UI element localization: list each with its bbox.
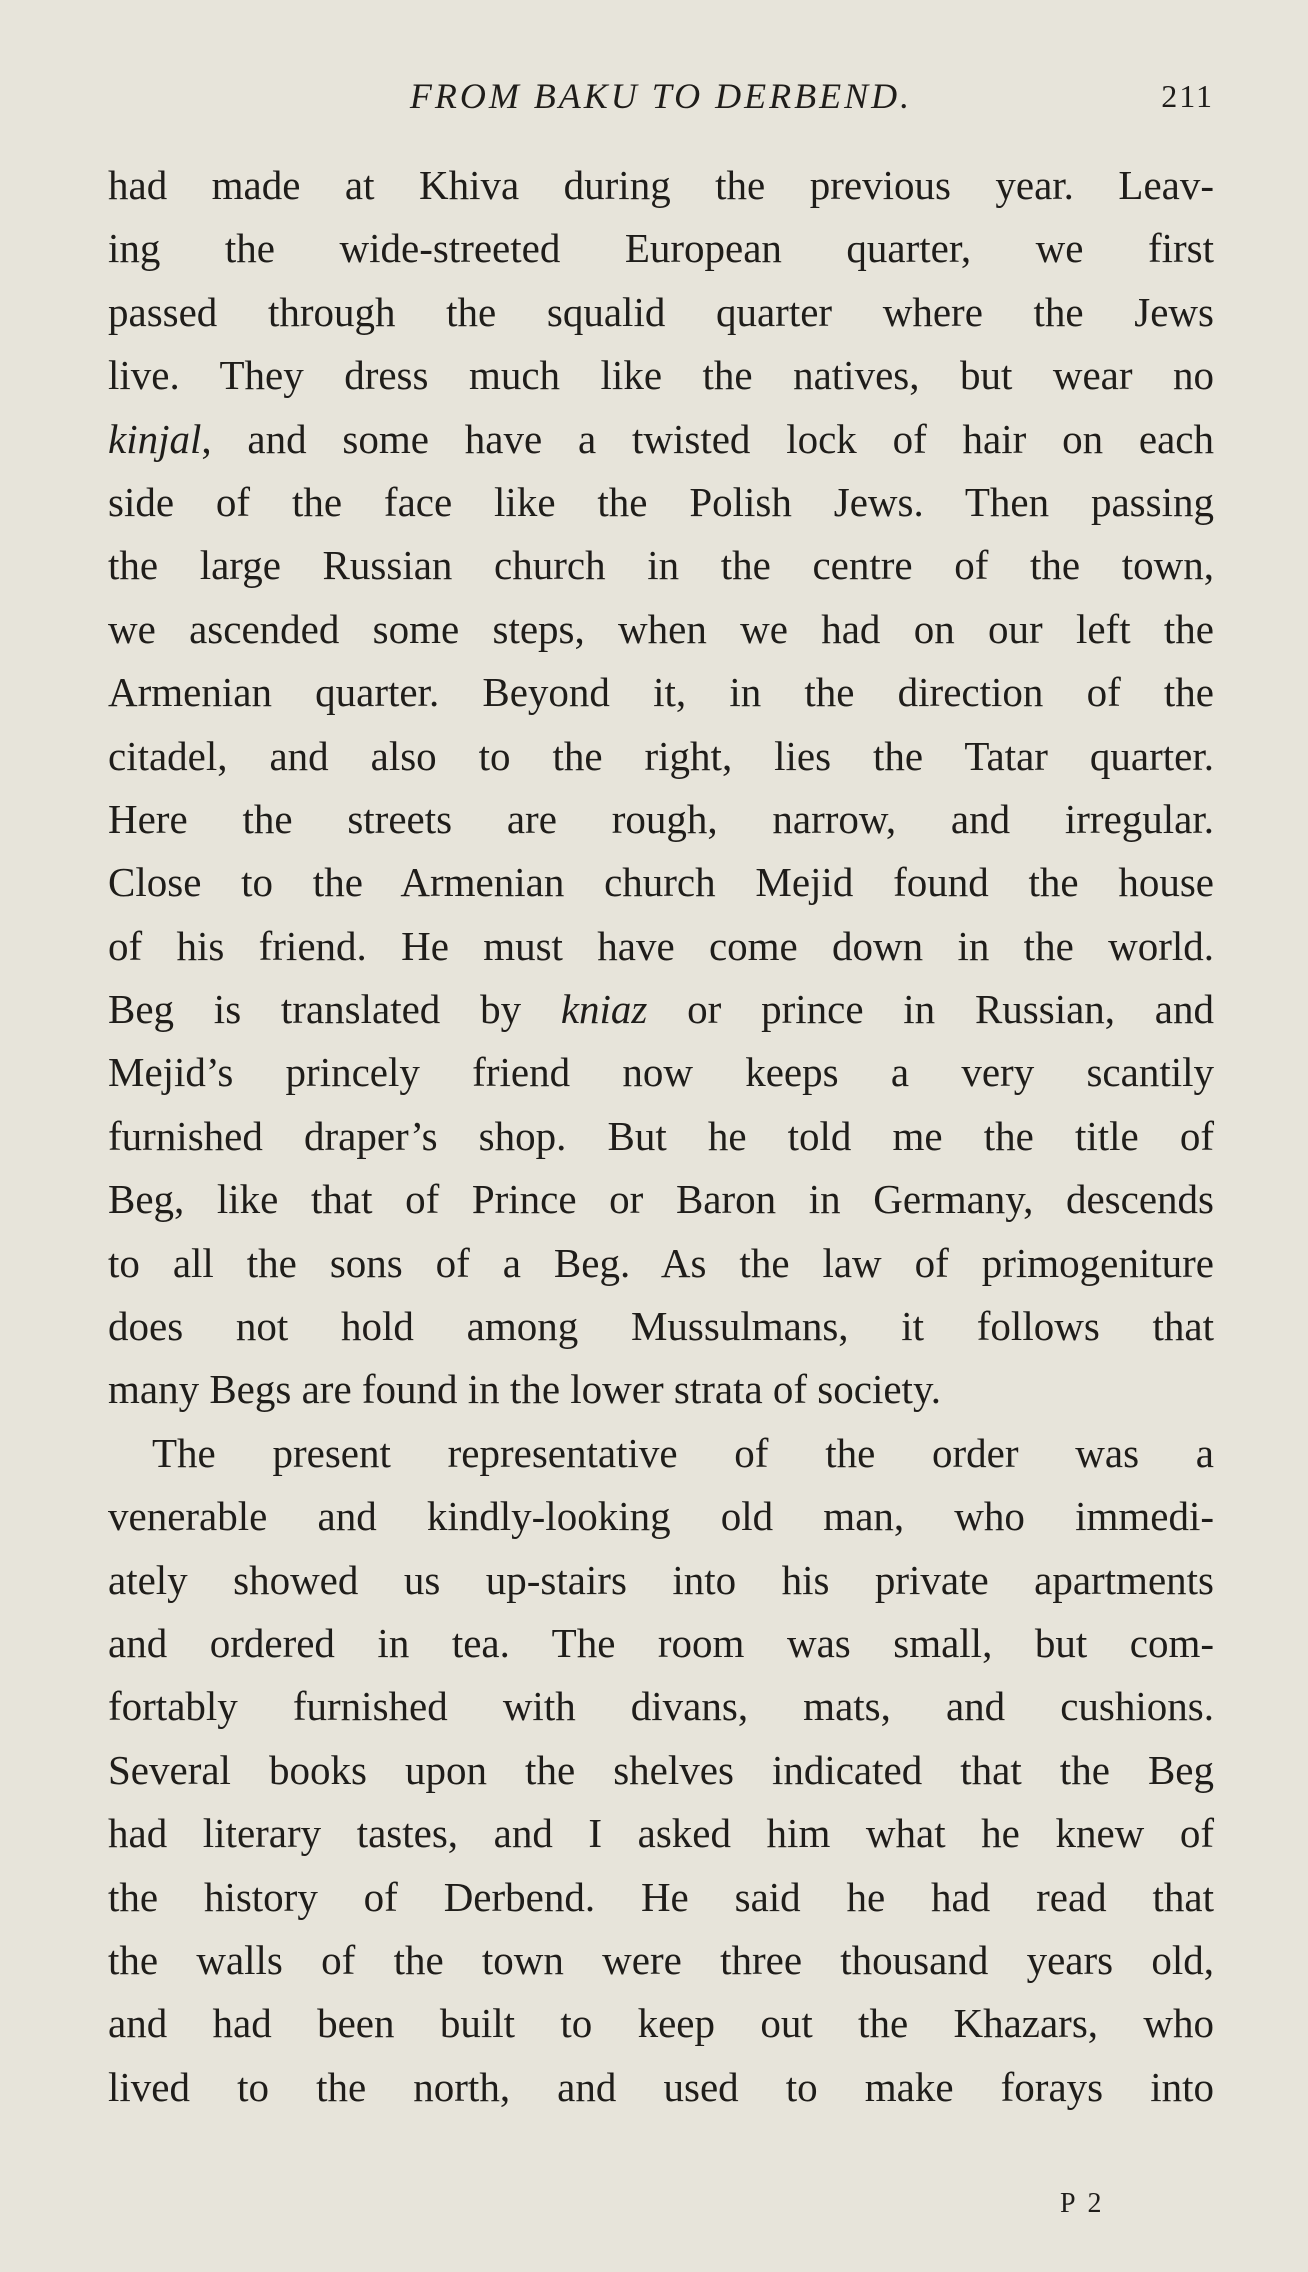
running-head	[108, 68, 1214, 124]
text-line: lived to the north, and used to make forays into	[108, 2063, 1214, 2110]
text-line: had made at Khiva during the previous year. Leav-	[108, 162, 1214, 208]
paragraph-start-line: The present representative of the order was a	[152, 1429, 1214, 1476]
text-line: of his friend. He must have come down in the world.	[108, 922, 1214, 969]
text-line: ing the wide-streeted European quarter, we first	[108, 225, 1214, 272]
text-line: side of the face like the Polish Jews. Then passing	[108, 478, 1214, 525]
text-line: Beg is translated by kniaz or prince in Russian, and	[108, 986, 1214, 1033]
text-line: Here the streets are rough, narrow, and irregular.	[108, 795, 1214, 842]
text-line: we ascended some steps, when we had on our left the	[108, 605, 1214, 652]
text-line: kinjal, and some have a twisted lock of hair on each	[108, 415, 1214, 462]
text-line: the walls of the town were three thousand years old,	[108, 1936, 1214, 1983]
text-line: had literary tastes, and I asked him what he knew of	[108, 1810, 1214, 1857]
text-line: ately showed us up-stairs into his private apartments	[108, 1556, 1214, 1603]
text-line: the history of Derbend. He said he had read that	[108, 1873, 1214, 1920]
text-line: Close to the Armenian church Mejid found the house	[108, 859, 1214, 906]
italic-term: kniaz	[560, 986, 648, 1033]
text-line: live. They dress much like the natives, but wear no	[108, 352, 1214, 399]
italic-term: kinjal	[108, 415, 202, 462]
text-line: to all the sons of a Beg. As the law of primogeniture	[108, 1239, 1214, 1286]
text-line: Beg, like that of Prince or Baron in Germany, descends	[108, 1176, 1214, 1223]
text-line: and had been built to keep out the Khazars, who	[108, 2000, 1214, 2047]
text-line: citadel, and also to the right, lies the Tatar quarter.	[108, 732, 1214, 779]
text-line: furnished draper’s shop. But he told me the title of	[108, 1112, 1214, 1159]
text-line: Armenian quarter. Beyond it, in the direction of the	[108, 669, 1214, 716]
text-line: Mejid’s princely friend now keeps a very scantily	[108, 1049, 1214, 1096]
text-line: and ordered in tea. The room was small, but com-	[108, 1619, 1214, 1666]
signature-mark: P 2	[1060, 2188, 1105, 2219]
text-line: fortably furnished with divans, mats, and cushions.	[108, 1683, 1214, 1730]
text-line: passed through the squalid quarter where the Jews	[108, 288, 1214, 335]
running-title: FROM BAKU TO DERBEND.	[409, 76, 913, 116]
paragraph-end-line: many Begs are found in the lower strata of society.	[108, 1366, 942, 1413]
text-line: does not hold among Mussulmans, it follows that	[108, 1303, 1214, 1350]
body-text	[108, 154, 1214, 2119]
text-line: the large Russian church in the centre of the town,	[108, 542, 1214, 589]
page-number: 211	[1161, 78, 1214, 114]
text-line: venerable and kindly-looking old man, who immedi-	[108, 1493, 1214, 1540]
text-line: Several books upon the shelves indicated that the Beg	[108, 1746, 1214, 1793]
